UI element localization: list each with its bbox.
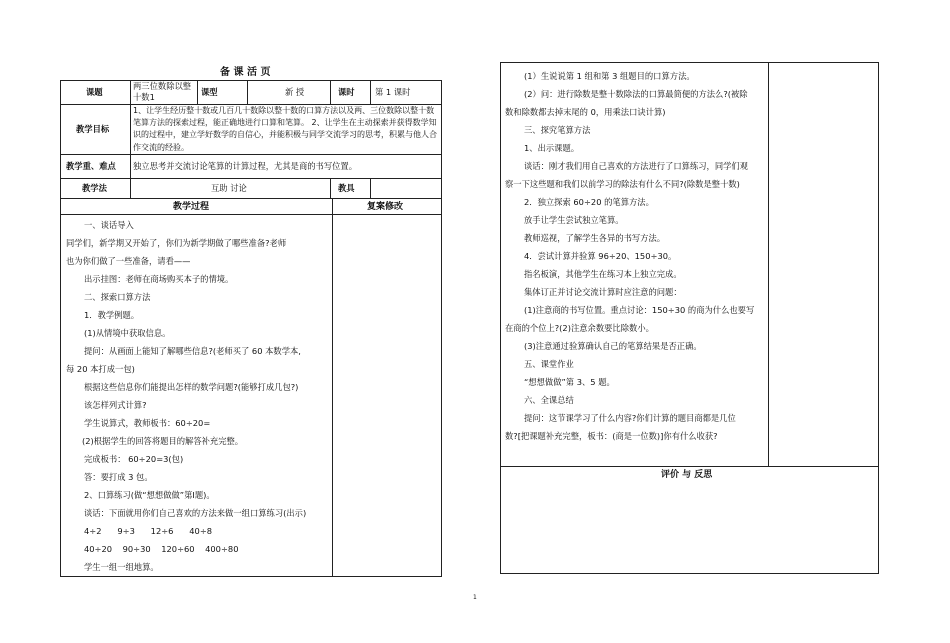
process-line: 学生一组一组地算。 (84, 562, 159, 572)
process-line: 该怎样列式计算? (84, 400, 147, 410)
process-line: 六、全课总结 (524, 395, 574, 405)
reflection-heading: 评价 与 反思 (661, 470, 713, 480)
process-line: 放手让学生尝试独立笔算。 (524, 215, 624, 225)
process-line: 1．教学例题。 (84, 310, 140, 320)
process-heading: 教学过程 (173, 202, 210, 212)
process-line: 学生说算式，教师板书：60÷20= (84, 418, 211, 428)
process-line: 五、课堂作业 (524, 359, 574, 369)
process-line: (1)从情境中获取信息。 (84, 328, 171, 338)
process-line: 数?[把课题补充完整，板书：(商是一位数)]你有什么收获? (505, 431, 718, 441)
period-value: 第 1 课时 (375, 87, 411, 97)
process-line: 在商的个位上?(2)注意余数要比除数小。 (505, 323, 654, 333)
process-line: 每 20 本打成一包) (66, 364, 135, 374)
reflection-box (500, 466, 879, 574)
process-line: 40÷20 90÷30 120÷60 400÷80 (84, 544, 239, 554)
page-title: 备 课 活 页 (220, 67, 271, 78)
process-line: 2．独立探索 60÷20 的笔算方法。 (524, 197, 654, 207)
process-line: (2）问：进行除数是整十数除法的口算最简便的方法么?(被除 (524, 89, 748, 99)
topic-label: 课题 (86, 87, 103, 97)
key-points-text: 独立思考并交流讨论笔算的计算过程，尤其是商的书写位置。 (133, 161, 358, 171)
process-line: 二、探索口算方法 (84, 292, 151, 302)
process-line: 根据这些信息你们能提出怎样的数学问题?(能够打成几包?) (84, 382, 299, 392)
process-line: 谈话：刚才我们用自己喜欢的方法进行了口算练习，同学们观 (524, 161, 749, 171)
process-line: 集体订正并讨论交流计算时应注意的问题： (524, 287, 682, 297)
process-line: 完成板书： 60÷20=3(包) (84, 454, 184, 464)
process-line: 4．尝试计算并验算 96÷20、150÷30。 (524, 251, 677, 261)
process-line: 出示挂图：老师在商场购买本子的情境。 (84, 274, 234, 284)
revision-heading: 复案修改 (367, 202, 404, 212)
process-line: 1、出示课题。 (524, 143, 580, 153)
goals-label: 教学目标 (76, 124, 110, 134)
process-line: 也为你们做了一些准备，请看—— (66, 256, 191, 266)
type-value: 新 授 (285, 87, 305, 97)
process-line: 提问：这节课学习了什么内容?你们计算的题目商都是几位 (524, 413, 736, 423)
key-points-label: 教学重、难点 (66, 161, 116, 171)
process-line: 同学们，新学期又开始了，你们为新学期做了哪些准备?老师 (66, 238, 287, 248)
process-line: 答：要打成 3 包。 (84, 472, 153, 482)
period-label: 课时 (338, 87, 355, 97)
process-line: “想想做做”第 3、5 题。 (524, 377, 615, 387)
topic-value: 两三位数除以整十数1 (133, 81, 192, 102)
process-line: (3)注意通过验算确认自己的笔算结果是否正确。 (524, 341, 702, 351)
teaching-aid-label: 教具 (338, 183, 355, 193)
page-number: 1 (473, 594, 477, 601)
process-line: 2、口算练习(做“想想做做”第Ⅰ题)。 (84, 490, 215, 500)
process-line: 谈话：下面就用你们自己喜欢的方法来做一组口算练习(出示) (84, 508, 307, 518)
lesson-plan-table-right (500, 62, 879, 467)
process-line: 一、谈话导入 (84, 220, 134, 230)
process-line: 指名板演，其他学生在练习本上独立完成。 (524, 269, 682, 279)
method-label: 教学法 (82, 183, 107, 193)
process-line: 4÷2 9÷3 12÷6 40÷8 (84, 526, 213, 536)
process-line: (1）生说说第 1 组和第 3 组题目的口算方法。 (524, 71, 695, 81)
method-value: 互助 讨论 (211, 183, 247, 193)
process-line: 数和除数都去掉末尾的 0，用乘法口诀计算) (505, 107, 666, 117)
process-line: 教师巡视，了解学生各异的书写方法。 (524, 233, 666, 243)
type-label: 课型 (201, 87, 218, 97)
process-line: 察一下这些题和我们以前学习的除法有什么不同?(除数是整十数) (505, 179, 740, 189)
process-line: 提问：从画面上能知了解哪些信息?(老师买了 60 本数学本, (84, 346, 301, 356)
process-line: (1)注意商的书写位置。重点讨论：150÷30 的商为什么也要写 (524, 305, 755, 315)
process-line: 三、探究笔算方法 (524, 125, 591, 135)
process-line: (2)根据学生的回答将题目的解答补充完整。 (82, 436, 244, 446)
goals-text: 1、让学生经历整十数或几百几十数除以整十数的口算方法以及两、三位数除以整十数笔算方法的探索过程，能正确地进行口算和笔算。 2、让学生在主动探索并获得数学知识的过程中，建立学好数学的自信心，并能积极与同学交流学习的思考，积累与他人合作交流的经验。 (133, 106, 437, 152)
